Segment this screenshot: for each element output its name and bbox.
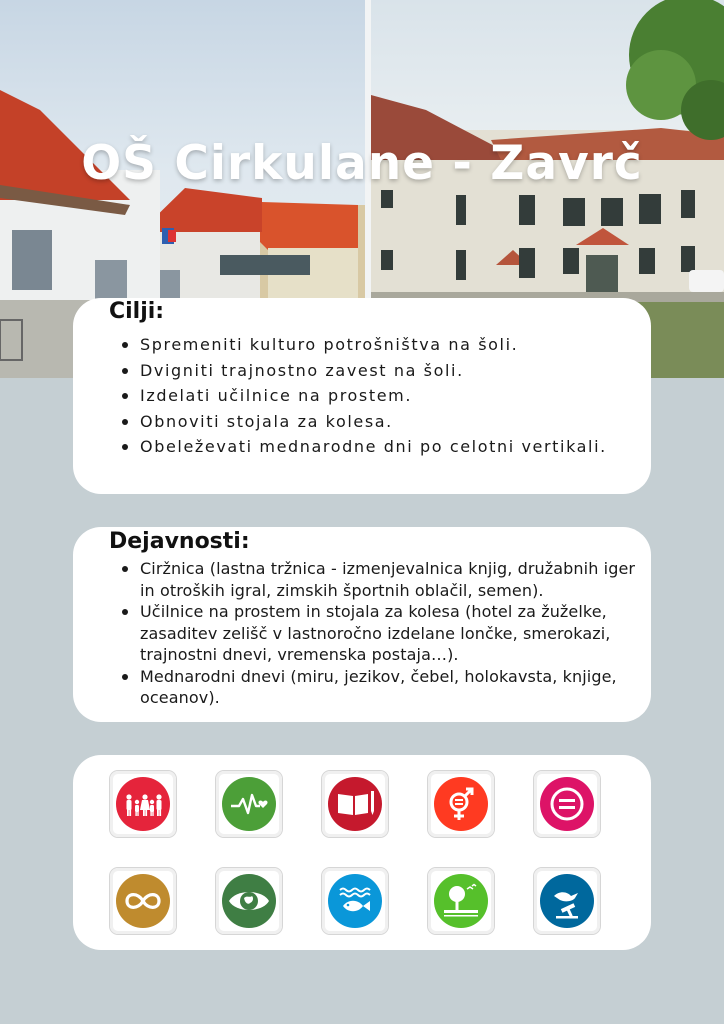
list-item: Izdelati učilnice na prostem. xyxy=(121,383,639,409)
quality-education-icon xyxy=(322,771,388,837)
life-below-water-icon xyxy=(322,868,388,934)
goals-card xyxy=(73,298,651,494)
list-item: Obeleževati mednarodne dni po celotni vertikali. xyxy=(121,434,639,460)
list-item: Mednarodni dnevi (miru, jezikov, čebel, holokavsta, knjige, oceanov). xyxy=(121,666,639,709)
activities-list xyxy=(121,558,639,709)
life-on-land-icon xyxy=(428,868,494,934)
responsible-consumption-icon xyxy=(110,868,176,934)
page-title: OŠ Cirkulane - Zavrč xyxy=(81,136,643,191)
gender-equality-icon xyxy=(428,771,494,837)
goals-heading: Cilji: xyxy=(109,299,165,324)
goals-list xyxy=(121,332,639,460)
list-item: Spremeniti kulturo potrošništva na šoli. xyxy=(121,332,639,358)
no-poverty-icon xyxy=(110,771,176,837)
reduced-inequalities-icon xyxy=(534,771,600,837)
activities-card xyxy=(73,527,651,722)
activities-heading: Dejavnosti: xyxy=(109,529,250,554)
list-item: Obnoviti stojala za kolesa. xyxy=(121,409,639,435)
sdg-icons-card xyxy=(73,755,651,950)
good-health-icon xyxy=(216,771,282,837)
list-item: Učilnice na prostem in stojala za kolesa (hotel za žuželke, zasaditev zelišč v lastnoročno izdelane lončke, smerokazi, trajnostni dnevi, vremenska postaja…). xyxy=(121,601,639,666)
list-item: Dvigniti trajnostno zavest na šoli. xyxy=(121,358,639,384)
peace-justice-icon xyxy=(534,868,600,934)
climate-action-icon xyxy=(216,868,282,934)
list-item: Ciržnica (lastna tržnica - izmenjevalnica knjig, družabnih iger in otroških igral, zimskih športnih oblačil, semen). xyxy=(121,558,639,601)
